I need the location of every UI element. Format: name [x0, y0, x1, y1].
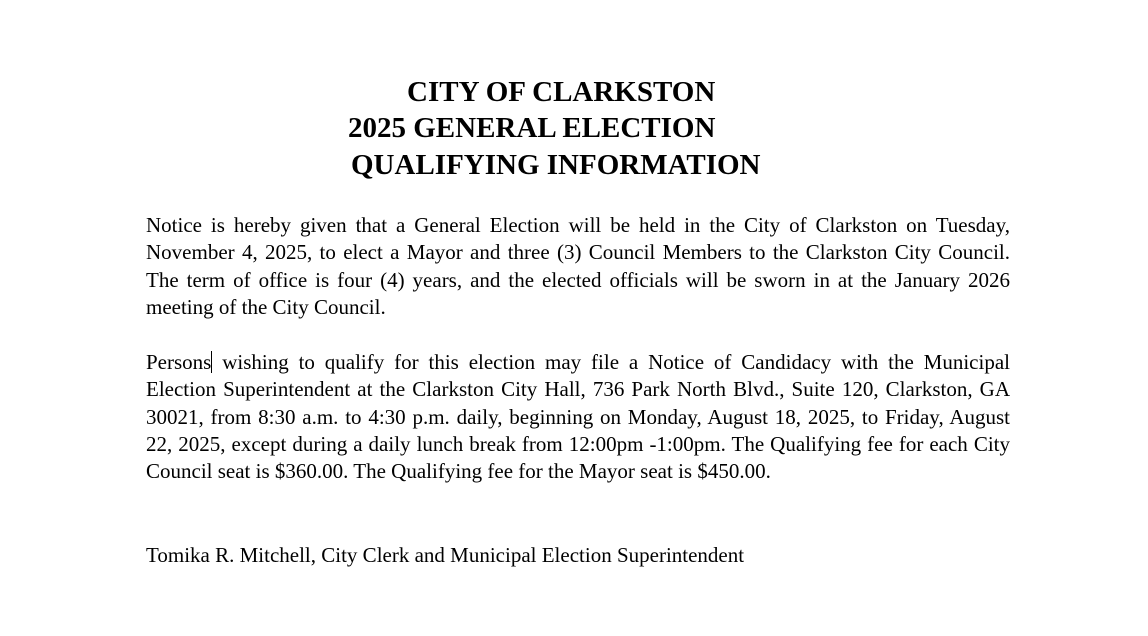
signature-line: Tomika R. Mitchell, City Clerk and Municipal Election Superintendent	[146, 543, 745, 567]
title-election: 2025 GENERAL ELECTION	[348, 112, 716, 144]
title-qualifying: QUALIFYING INFORMATION	[351, 149, 761, 181]
title-city: CITY OF CLARKSTON	[407, 76, 716, 108]
qualifying-first-word: Persons	[146, 350, 212, 374]
qualifying-paragraph	[146, 349, 1010, 485]
qualifying-text: wishing to qualify for this election may file a Notice of Candidacy with the Municipal Election Superintendent at the Clarkston City Hall, 736 Park North Blvd., Suite 120, Clarkston, GA 30021, from 8:30 a.m. to 4:30 p.m. daily, beginning on Monday, August 18, 2025, to Friday, August 22, 2025, except during a daily lunch break from 12:00pm -1:00pm. The Qualifying fee for each City Council seat is $360.00. The Qualifying fee for the Mayor seat is $450.00.	[146, 350, 1010, 484]
election-notice-paragraph: Notice is hereby given that a General Election will be held in the City of Clarkston on Tuesday, November 4, 2025, to elect a Mayor and three (3) Council Members to the Clarkston City Council. The term of office is four (4) years, and the elected officials will be sworn in at the January 2026 meeting of the City Council.	[146, 213, 1010, 319]
